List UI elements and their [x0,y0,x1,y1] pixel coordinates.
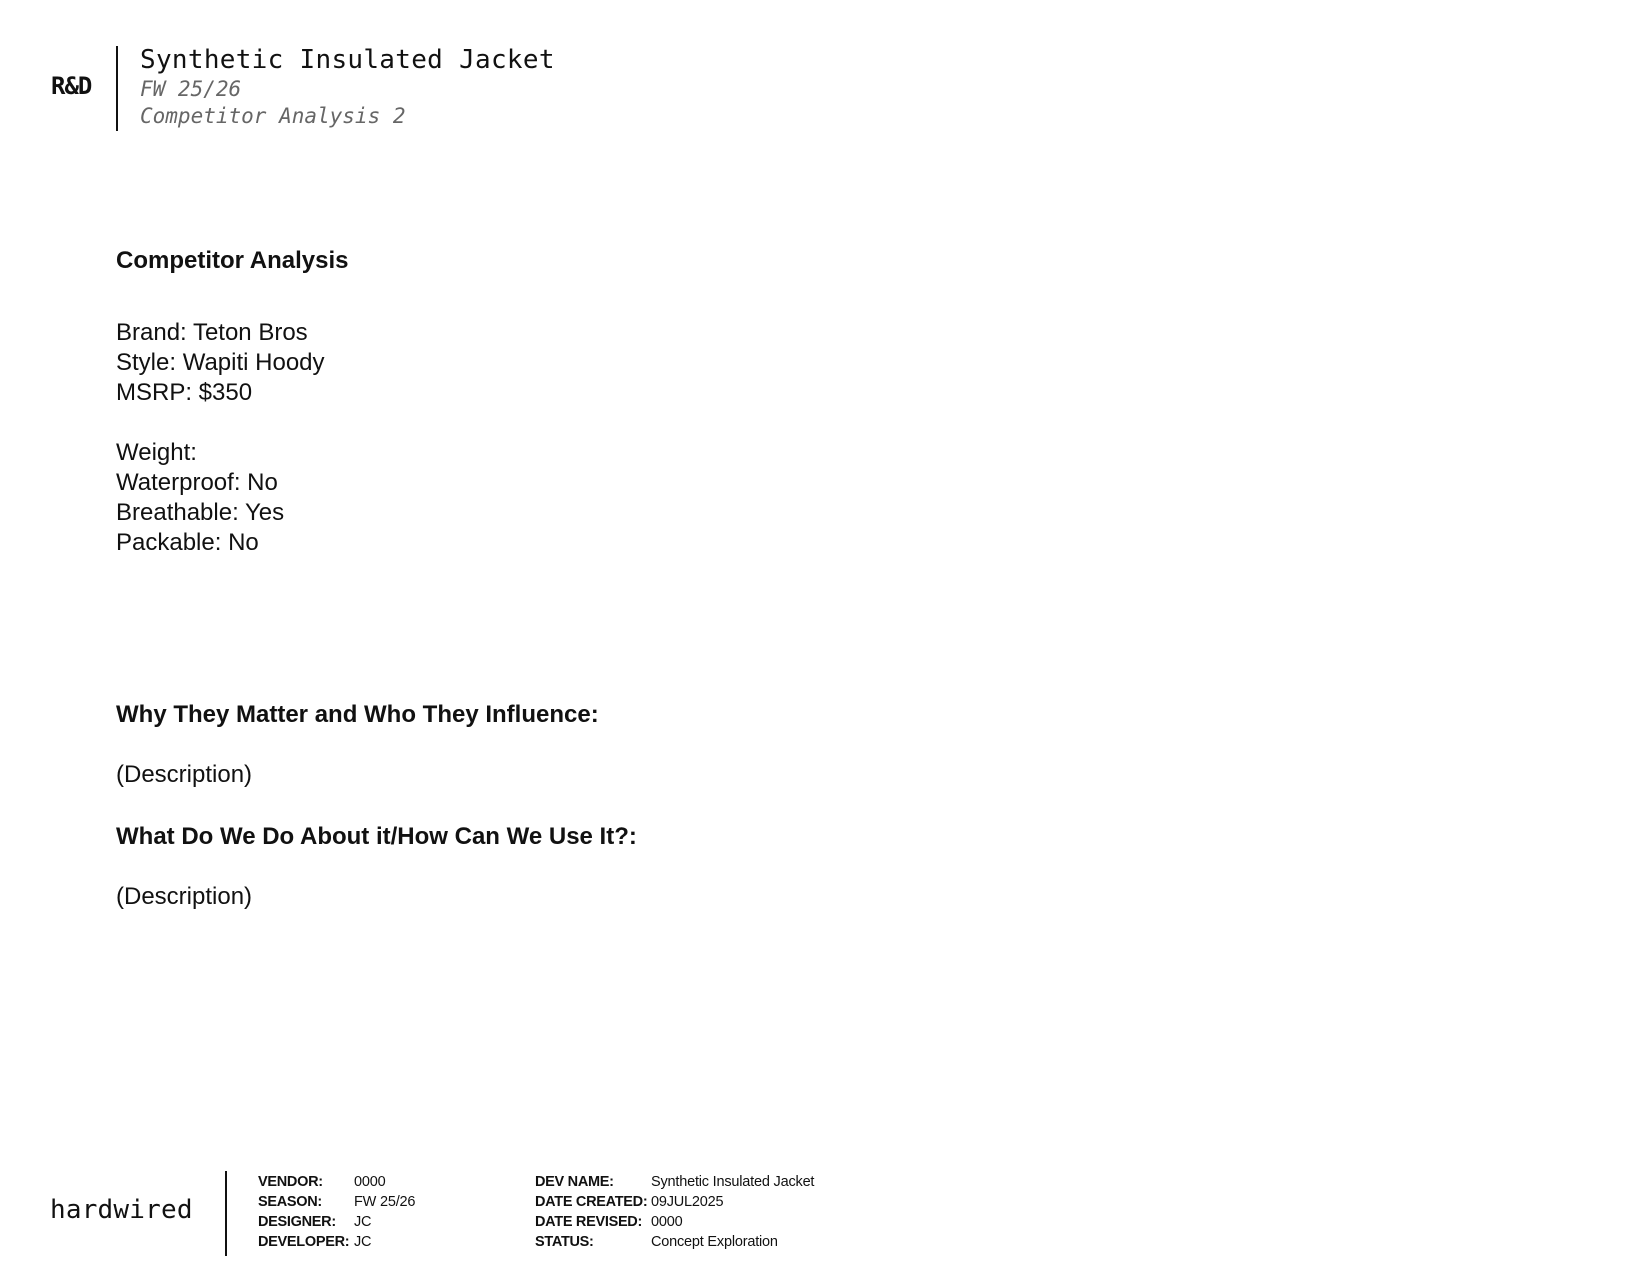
footer-row-date-created [535,1192,814,1212]
weight-line: Weight: [116,439,197,466]
analysis-notes [116,700,1316,912]
footer-label: DESIGNER: [258,1214,336,1230]
document-title: Synthetic Insulated Jacket [140,45,555,75]
footer-row-dev-name [535,1172,814,1192]
what-description: (Description) [116,883,253,910]
brand-line: Brand: Teton Bros [116,319,308,346]
footer-value: 09JUL2025 [651,1194,724,1210]
packable-line: Packable: No [116,529,259,556]
msrp-line: MSRP: $350 [116,379,253,406]
header-divider [116,46,118,131]
header-text-block [140,44,555,130]
footer-label: DATE CREATED: [535,1194,648,1210]
why-description: (Description) [116,761,253,788]
footer-row-season [258,1192,415,1212]
rd-logo: R&D [51,72,92,100]
footer-value: JC [354,1234,372,1250]
footer-label: STATUS: [535,1234,594,1250]
footer-info-left [258,1172,415,1252]
section-heading: Competitor Analysis [116,247,349,274]
footer-divider [225,1171,227,1256]
footer-label: VENDOR: [258,1174,323,1190]
footer-value: 0000 [651,1214,683,1230]
footer-value: FW 25/26 [354,1194,416,1210]
document-season: FW 25/26 [140,77,242,101]
document-subtitle: Competitor Analysis 2 [140,104,406,128]
waterproof-line: Waterproof: No [116,469,278,496]
competitor-analysis-section [116,246,1316,558]
competitor-info [116,318,1316,558]
footer-value: JC [354,1214,372,1230]
spacer [116,408,1316,438]
footer-row-vendor [258,1172,415,1192]
why-heading: Why They Matter and Who They Influence: [116,701,599,728]
what-heading: What Do We Do About it/How Can We Use It?: [116,823,637,850]
breathable-line: Breathable: Yes [116,499,285,526]
footer-value: 0000 [354,1174,386,1190]
footer-value: Synthetic Insulated Jacket [651,1174,815,1190]
footer-label: DEVELOPER: [258,1234,350,1250]
style-line: Style: Wapiti Hoody [116,349,325,376]
footer-label: SEASON: [258,1194,322,1210]
footer-row-designer [258,1212,415,1232]
hardwired-logo: hardwired [50,1195,193,1225]
footer-value: Concept Exploration [651,1234,778,1250]
footer-label: DATE REVISED: [535,1214,643,1230]
footer-row-date-revised [535,1212,814,1232]
footer-row-status [535,1232,814,1252]
footer-label: DEV NAME: [535,1174,614,1190]
footer-info-right [535,1172,814,1252]
footer-row-developer [258,1232,415,1252]
